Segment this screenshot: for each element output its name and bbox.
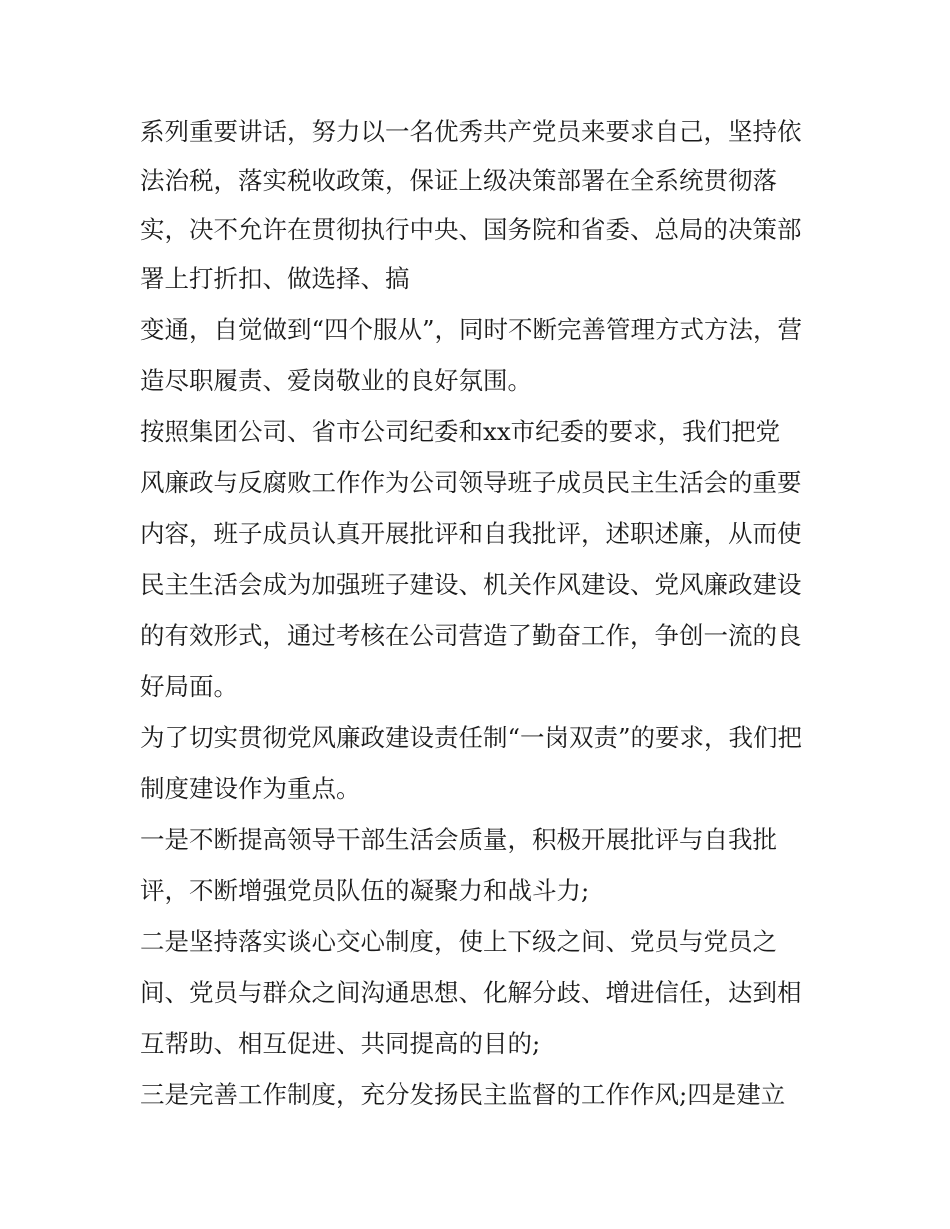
text-line: 评，不断增强党员队伍的凝聚力和战斗力; xyxy=(140,876,590,905)
text-line: 实，决不允许在贯彻执行中央、国务院和省委、总局的决策部 xyxy=(140,215,802,244)
text-line: 好局面。 xyxy=(140,672,238,701)
text-line: 制度建设作为重点。 xyxy=(140,774,361,803)
text-line: 间、党员与群众之间沟通思想、化解分歧、增进信任，达到相 xyxy=(140,978,802,1007)
text-line: 变通，自觉做到“四个服从”，同时不断完善管理方式方法，营 xyxy=(140,315,803,344)
text-line: 互帮助、相互促进、共同提高的目的; xyxy=(140,1029,541,1058)
text-line: 署上打折扣、做选择、搞 xyxy=(140,264,410,293)
text-line: 造尽职履责、爱岗敬业的良好氛围。 xyxy=(140,366,532,395)
text-line: 的有效形式，通过考核在公司营造了勤奋工作，争创一流的良 xyxy=(140,621,802,650)
text-line: 三是完善工作制度，充分发扬民主监督的工作作风;四是建立 xyxy=(140,1080,786,1109)
text-line: 内容，班子成员认真开展批评和自我批评，述职述廉，从而使 xyxy=(140,519,802,548)
text-line: 为了切实贯彻党风廉政建设责任制“一岗双责”的要求，我们把 xyxy=(140,723,803,752)
text-line: 系列重要讲话，努力以一名优秀共产党员来要求自己，坚持依 xyxy=(140,117,802,146)
text-line: 法治税，落实税收政策，保证上级决策部署在全系统贯彻落 xyxy=(140,166,777,195)
text-line: 一是不断提高领导干部生活会质量，积极开展批评与自我批 xyxy=(140,825,777,854)
text-line: 按照集团公司、省市公司纪委和xx市纪委的要求，我们把党 xyxy=(140,417,781,446)
text-line: 风廉政与反腐败工作作为公司领导班子成员民主生活会的重要 xyxy=(140,468,802,497)
text-line: 民主生活会成为加强班子建设、机关作风建设、党风廉政建设 xyxy=(140,570,802,599)
text-line: 二是坚持落实谈心交心制度，使上下级之间、党员与党员之 xyxy=(140,927,777,956)
